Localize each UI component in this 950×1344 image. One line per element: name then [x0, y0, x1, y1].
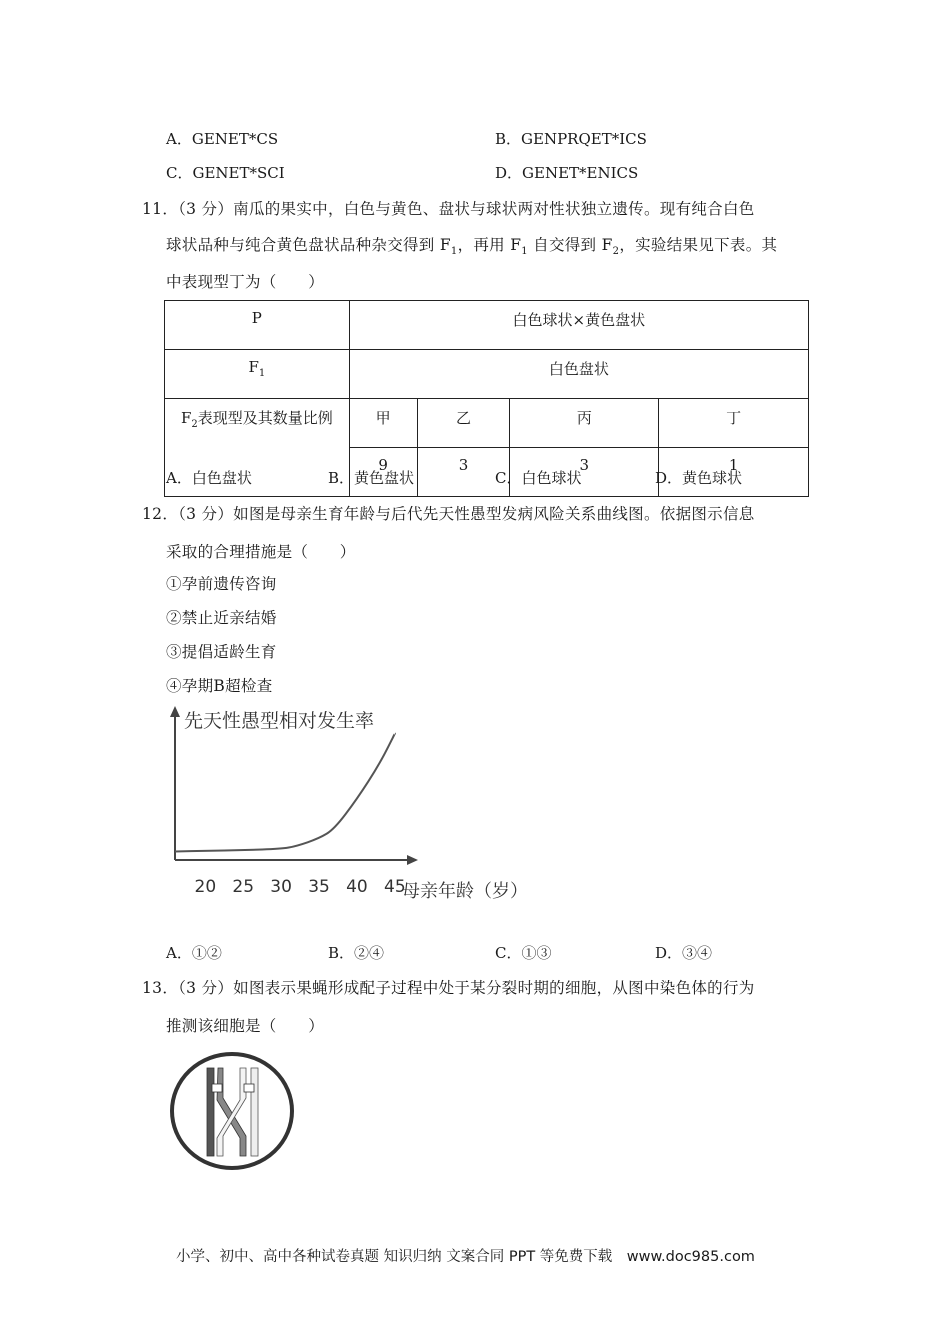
q12-option-a: A．①②: [166, 944, 222, 962]
table-header-bing: 丙: [510, 399, 659, 448]
x-tick-label: 20: [194, 877, 217, 897]
table-row: [165, 301, 809, 350]
q11-stem-line3: 中表现型丁为（ ）: [166, 273, 325, 291]
series-line: [175, 734, 395, 852]
q13-stem-line2: 推测该细胞是（ ）: [166, 1017, 325, 1035]
q13-stem-line1: 13．（3 分）如图表示果蝇形成配子过程中处于某分裂时期的细胞，从图中染色体的行为: [142, 979, 755, 997]
q10-option-a: A．GENET*CS: [166, 130, 279, 148]
q10-option-d: D．GENET*ENICS: [495, 164, 639, 182]
table-row: [165, 399, 809, 448]
x-axis-label: 母亲年龄（岁）: [402, 881, 528, 902]
q12-item-2: ②禁止近亲结婚: [166, 609, 277, 627]
q12-option-c: C．①③: [495, 944, 552, 962]
centromere-right: [244, 1084, 254, 1092]
q11-option-a: A．白色盘状: [166, 469, 252, 487]
q12-stem-line2: 采取的合理措施是（ ）: [166, 543, 356, 561]
q10-option-b: B．GENPRQET*ICS: [495, 130, 647, 148]
centromere-left: [212, 1084, 222, 1092]
cell-chromosome-diagram: [168, 1050, 298, 1170]
q12-item-1: ①孕前遗传咨询: [166, 575, 277, 593]
table-cell-bing: 3: [510, 448, 659, 497]
table-value-f1: 白色盘状: [349, 350, 808, 399]
x-tick-label: 35: [308, 877, 330, 897]
chromosome-light-right: [251, 1068, 258, 1156]
table-label-p: P: [165, 301, 350, 350]
table-header-yi: 乙: [417, 399, 510, 448]
table-label-f2: $F_2$表现型及其数量比例: [165, 399, 350, 497]
cell-membrane: [172, 1054, 292, 1168]
table-cell-yi: 3: [417, 448, 510, 497]
y-axis-label: 先天性愚型相对发生率: [184, 710, 375, 732]
table-cell-jia: 9: [349, 448, 417, 497]
chromosome-dark-left: [207, 1068, 214, 1156]
q12-stem-line1: 12．（3 分）如图是母亲生育年龄与后代先天性愚型发病风险关系曲线图。依据图示信息: [142, 505, 755, 523]
x-axis-arrow-icon: [407, 855, 418, 865]
y-axis-arrow-icon: [170, 706, 180, 717]
q11-stem-line2: 球状品种与纯合黄色盘状品种杂交得到 $F_1$，再用 $F_1$ 自交得到 $F_2$，实验结果见下表。其: [166, 236, 778, 258]
risk-curve-chart: [160, 700, 540, 915]
table-label-f1: $F_1$: [165, 350, 350, 399]
table-cell-ding: 1: [659, 448, 809, 497]
x-tick-label: 30: [270, 877, 292, 897]
q11-stem-line1: 11．（3 分）南瓜的果实中，白色与黄色、盘状与球状两对性状独立遗传。现有纯合白色: [142, 200, 755, 218]
table-value-p: 白色球状×黄色盘状: [349, 301, 808, 350]
q10-option-c: C．GENET*SCI: [166, 164, 285, 182]
q12-option-d: D．③④: [655, 944, 713, 962]
q11-option-c: C．白色球状: [495, 469, 582, 487]
q12-item-3: ③提倡适龄生育: [166, 643, 277, 661]
x-tick-label: 40: [346, 877, 368, 897]
q12-item-4: ④孕期B超检查: [166, 677, 273, 695]
q12-option-b: B．②④: [328, 944, 385, 962]
q11-option-d: D．黄色球状: [655, 469, 743, 487]
table-header-jia: 甲: [349, 399, 417, 448]
page-footer: 小学、初中、高中各种试卷真题 知识归纳 文案合同 PPT 等免费下载 www.doc985.com: [176, 1249, 755, 1265]
table-row: [165, 350, 809, 399]
table-header-ding: 丁: [659, 399, 809, 448]
x-tick-label: 45: [384, 877, 406, 897]
q11-option-b: B．黄色盘状: [328, 469, 415, 487]
x-tick-label: 25: [232, 877, 255, 897]
